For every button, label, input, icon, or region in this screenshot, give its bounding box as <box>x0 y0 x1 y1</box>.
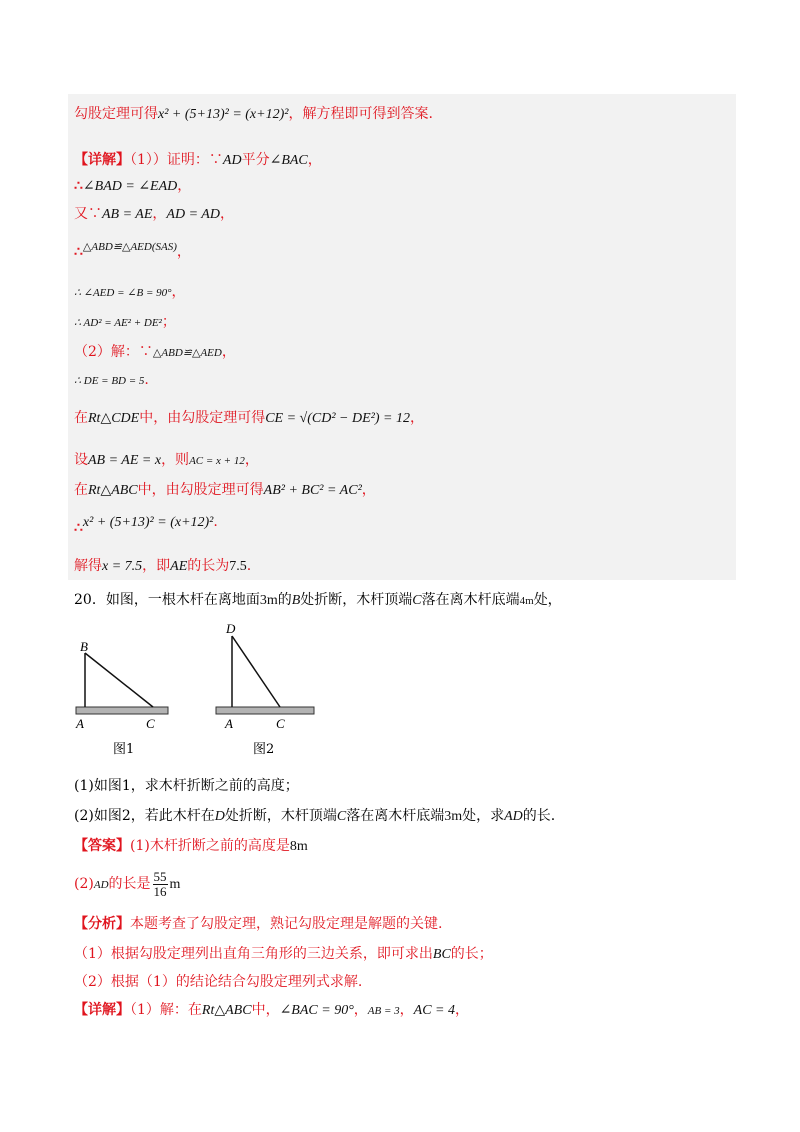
solution-line-2 <box>74 150 322 171</box>
figure-2-caption: 图2 <box>253 742 275 757</box>
solution-line-13 <box>74 512 218 536</box>
therefore-symbol: ∴ <box>74 520 83 536</box>
text: 中，由勾股定理可得 <box>137 482 264 498</box>
text: 在 <box>74 410 88 426</box>
detail-tag: 【详解】 <box>74 152 130 168</box>
text: ，即 <box>142 558 171 574</box>
math: AB = 3 <box>367 1005 400 1017</box>
analysis-line-3: （2）根据（1）的结论结合勾股定理列式求解. <box>74 974 363 990</box>
solution-line-4 <box>74 204 234 225</box>
text: . <box>246 558 252 574</box>
math: 3m <box>259 593 278 608</box>
therefore-symbol: ∴ <box>74 178 83 194</box>
text: 处，求 <box>462 808 505 824</box>
text: (1)木杆折断之前的高度是 <box>130 838 290 854</box>
text: ， <box>171 284 186 300</box>
figure-2 <box>210 620 320 745</box>
fraction <box>153 870 168 899</box>
text: 的长为 <box>187 558 230 574</box>
solution-line-6 <box>74 282 186 303</box>
text: 处折断，木杆顶端 <box>300 592 413 608</box>
denominator: 16 <box>153 883 167 899</box>
broken-segment <box>85 653 153 707</box>
text: ， <box>152 206 167 222</box>
label-b: B <box>80 639 88 654</box>
text: 中， <box>251 1002 280 1018</box>
text: . <box>213 514 218 530</box>
answer-tag: 【答案】 <box>74 838 130 854</box>
text: 又∵ <box>74 206 102 222</box>
analysis-line-2 <box>74 944 493 965</box>
math: B <box>291 593 301 608</box>
text: 的长； <box>450 946 493 962</box>
math: ∴ AD² = AE² + DE² <box>74 317 162 329</box>
math: 4m <box>519 595 534 607</box>
math: AB = AE = x <box>88 453 162 468</box>
math: AD = AD <box>166 207 220 222</box>
math: AD <box>504 809 523 824</box>
text: ， <box>221 344 236 360</box>
text: ， <box>307 152 322 168</box>
text: ， <box>455 1002 470 1018</box>
therefore-symbol: ∴ <box>74 244 83 260</box>
broken-segment <box>232 636 280 707</box>
text: ， <box>219 206 234 222</box>
math: △ABD≌△AED <box>152 347 222 359</box>
label-a: A <box>76 716 84 731</box>
text: (2)如图2，若此木杆在 <box>74 808 215 824</box>
question-2 <box>74 806 555 827</box>
solution-line-11 <box>74 450 259 471</box>
text: ，则 <box>161 452 190 468</box>
text: 的长. <box>522 808 556 824</box>
text: 在 <box>74 482 88 498</box>
question-1: (1)如图1，求木杆折断之前的高度； <box>74 778 299 794</box>
solution-line-8 <box>74 342 236 363</box>
math: D <box>214 809 225 824</box>
problem-statement <box>74 590 562 611</box>
detail-line-1 <box>74 1000 469 1021</box>
math: ∠BAC <box>269 153 308 168</box>
text: 勾股定理可得 <box>74 106 158 122</box>
equation: x² + (5+13)² = (x+12)² <box>82 515 214 530</box>
solution-line-1 <box>74 104 433 125</box>
math: ∴ DE = BD = 5 <box>74 375 145 387</box>
figure-1-caption: 图1 <box>113 742 135 757</box>
math: AC = 4 <box>413 1003 456 1018</box>
solution-line-7 <box>74 312 176 333</box>
text: 落在离木杆底端 <box>421 592 520 608</box>
math: ∠BAD = ∠EAD <box>82 179 178 194</box>
text: 的长是 <box>108 876 151 892</box>
solution-line-14 <box>74 556 251 577</box>
math: CE = √(CD² − DE²) = 12 <box>265 411 410 426</box>
label-d: D <box>226 621 236 636</box>
analysis-line-1 <box>74 914 442 934</box>
text: 20．如图，一根木杆在离地面 <box>74 592 260 608</box>
text: ， <box>399 1002 414 1018</box>
math: C <box>412 593 422 608</box>
math: AB² + BC² = AC² <box>263 483 362 498</box>
math: AE <box>170 559 188 574</box>
ground-bar <box>216 707 314 714</box>
unit: m <box>169 877 181 892</box>
text: (2) <box>74 876 94 892</box>
math: AD <box>222 153 242 168</box>
label-a: A <box>225 716 233 731</box>
solution-line-10 <box>74 408 424 429</box>
text: 的 <box>277 592 292 608</box>
math: ∠BAC = 90° <box>279 1003 354 1018</box>
text: ； <box>161 314 176 330</box>
numerator: 55 <box>153 868 167 884</box>
equation: x² + (5+13)² = (x+12)² <box>158 107 289 122</box>
answer-line-2 <box>74 866 180 902</box>
text: 平分 <box>241 152 270 168</box>
figure-1 <box>70 636 180 746</box>
math: Rt△ABC <box>88 483 138 498</box>
math: ∴ ∠AED = ∠B = 90° <box>74 287 172 299</box>
text: 处， <box>533 592 562 608</box>
text: ， <box>353 1002 368 1018</box>
text: 设 <box>74 452 88 468</box>
math: AB = AE <box>102 207 153 222</box>
text: ， <box>177 178 192 194</box>
math: Rt△CDE <box>88 411 140 426</box>
text: 解得 <box>74 558 102 574</box>
analysis-tag: 【分析】 <box>74 916 130 932</box>
text: （1））证明：∵ <box>130 152 223 168</box>
text: ， <box>361 482 376 498</box>
math: AC = x + 12 <box>189 455 245 467</box>
math: 3m <box>444 809 463 824</box>
math: 8m <box>289 839 308 854</box>
text: ， <box>409 410 424 426</box>
text: ， <box>244 452 259 468</box>
text: （2）解：∵ <box>74 344 153 360</box>
solution-line-9 <box>74 370 149 391</box>
detail-tag: 【详解】 <box>74 1002 130 1018</box>
math: 7.5 <box>229 559 247 574</box>
text: 本题考查了勾股定理，熟记勾股定理是解题的关键. <box>130 916 443 932</box>
text: ， <box>176 244 191 260</box>
text: （1）解：在 <box>130 1002 202 1018</box>
answer-line-1 <box>74 836 308 857</box>
text: . <box>144 372 149 388</box>
label-c: C <box>276 716 285 731</box>
math: C <box>336 809 347 824</box>
math: AD <box>93 879 109 891</box>
ground-bar <box>76 707 168 714</box>
math: △ABD≌△AED(SAS) <box>82 241 177 253</box>
solution-line-5 <box>74 236 191 260</box>
math: x = 7.5 <box>102 559 143 574</box>
solution-line-3 <box>74 176 191 197</box>
text: 中，由勾股定理可得 <box>139 410 266 426</box>
label-c: C <box>146 716 155 731</box>
text: 落在离木杆底端 <box>346 808 445 824</box>
text: ，解方程即可得到答案. <box>288 106 433 122</box>
solution-line-12 <box>74 480 376 501</box>
math: BC <box>432 947 451 962</box>
text: 处折断，木杆顶端 <box>224 808 337 824</box>
text: （1）根据勾股定理列出直角三角形的三边关系，即可求出 <box>74 946 433 962</box>
math: Rt△ABC <box>201 1003 252 1018</box>
